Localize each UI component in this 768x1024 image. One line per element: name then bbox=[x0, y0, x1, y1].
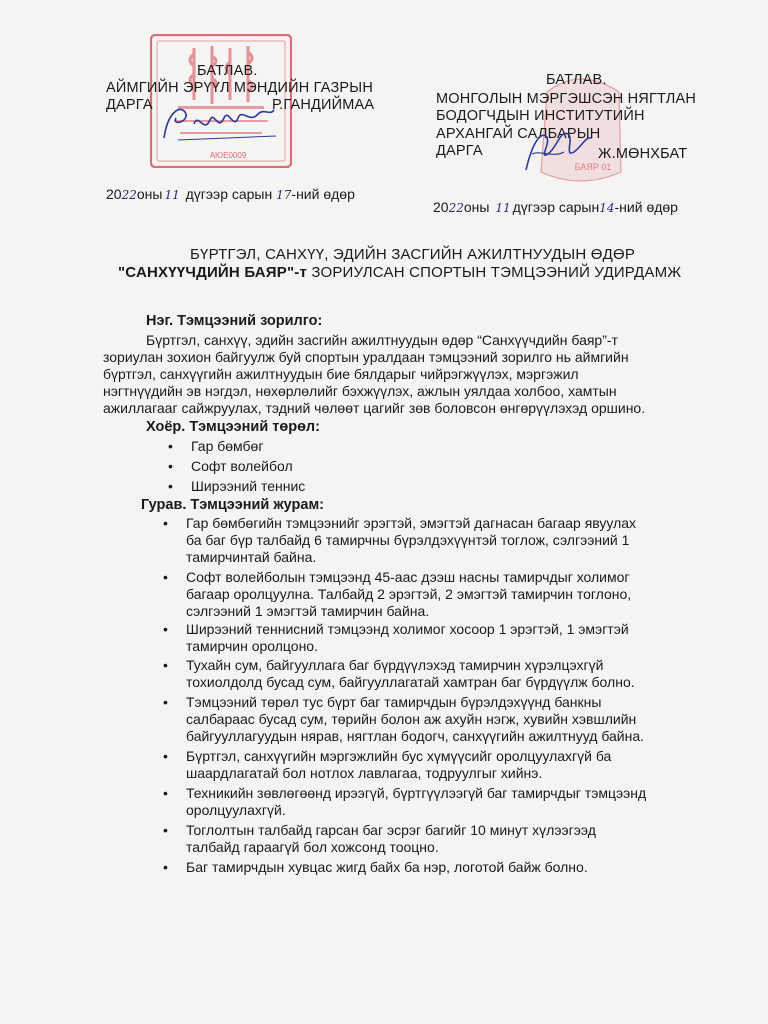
bullet-icon: • bbox=[163, 822, 168, 838]
right-date-prefix: 20 bbox=[433, 199, 449, 215]
left-signature bbox=[158, 100, 280, 144]
bullet-icon: • bbox=[163, 694, 168, 710]
list-item-line: байгууллагуудын нярав, нягтлан бодогч, санхүүгийн ажилтнууд байна. bbox=[186, 728, 645, 744]
bullet-icon: • bbox=[163, 515, 168, 531]
section1-heading: Нэг. Тэмцээний зорилго: bbox=[146, 313, 323, 329]
list-item-text: Ширээний теннис bbox=[191, 478, 306, 494]
right-date-suffix: -ний өдөр bbox=[614, 199, 678, 215]
right-date-month: 11 bbox=[495, 201, 511, 215]
left-date-year: 22 bbox=[121, 188, 137, 202]
right-date-line bbox=[433, 199, 678, 215]
right-role: ДАРГА bbox=[436, 143, 483, 159]
left-org-line: АЙМГИЙН ЭРҮҮЛ МЭНДИЙН ГАЗРЫН bbox=[106, 80, 373, 96]
right-org-line3: АРХАНГАЙ САЛБАРЫН bbox=[436, 126, 601, 142]
list-item-line: тамирчинтай байна. bbox=[186, 549, 317, 565]
list-item-line: сэлгээний 1 эмэгтэй тамирчин байна. bbox=[186, 603, 430, 619]
left-date-month: 11 bbox=[164, 188, 180, 202]
right-date-year: 22 bbox=[448, 201, 464, 215]
list-item-line: шаардлагатай бол нотлох лавлагаа, тодруулгыг хийнэ. bbox=[186, 765, 543, 781]
section3-heading: Гурав. Тэмцээний журам: bbox=[141, 497, 325, 513]
right-org-line1: МОНГОЛЫН МЭРГЭШСЭН НЯГТЛАН bbox=[436, 91, 696, 107]
list-item-line: Тухайн сум, байгууллага баг бүрдүүлэхэд тамирчин хүрэлцэхгүй bbox=[186, 657, 604, 673]
list-item-line: тамирчин оролцоно. bbox=[186, 638, 318, 654]
list-item-line: талбайд гараагүй бол хожсонд тооцно. bbox=[186, 839, 439, 855]
document-title-line1: БҮРТГЭЛ, САНХҮҮ, ЭДИЙН ЗАСГИЙН АЖИЛТНУУДЫН ӨДӨР bbox=[190, 246, 636, 263]
section2-heading: Хоёр. Тэмцээний төрөл: bbox=[146, 419, 320, 435]
bullet-icon: • bbox=[163, 657, 168, 673]
section1-line: Бүртгэл, санхүү, эдийн засгийн ажилтнуудын өдөр “Санхүүчдийн баяр”-т bbox=[146, 332, 618, 348]
list-item-line: салбараас бусад сум, төрийн болон аж ахуйн нэгж, хувийн хэвшлийн bbox=[186, 711, 637, 727]
left-date-suffix: -ний өдөр bbox=[291, 186, 355, 202]
right-signature bbox=[518, 124, 598, 176]
bullet-icon: • bbox=[163, 785, 168, 801]
document-title-emphasis: "САНХҮҮЧДИЙН БАЯР"-т bbox=[118, 264, 307, 281]
section1-line: бүртгэл, санхүүгийн ажилтнуудын бие бялдарыг чийрэгжүүлэх, мэргэжил bbox=[103, 366, 579, 382]
list-item-line: Баг тамирчдын хувцас жигд байх ба нэр, логотой байж болно. bbox=[186, 859, 588, 875]
bullet-icon: • bbox=[163, 621, 168, 637]
right-date-mid2: дүгээр сарын bbox=[512, 199, 600, 215]
right-date-mid1: оны bbox=[463, 199, 490, 215]
list-item-line: Тэмцээний төрөл тус бүрт баг тамирчдын бүрэлдэхүүнд банкны bbox=[186, 694, 602, 710]
bullet-icon: • bbox=[168, 458, 173, 474]
list-item-line: ба баг бүр талбайд 6 тамирчны бүрэлдэхүүнтэй тоглож, сэлгээний 1 bbox=[186, 532, 630, 548]
list-item-line: тохиолдолд бусад сум, байгууллагатай хамтран баг бүрдүүлж болно. bbox=[186, 674, 635, 690]
left-stamp-text: АЮЕ0009 bbox=[209, 151, 247, 160]
list-item-line: оролцуулахгүй. bbox=[186, 802, 286, 818]
right-org-line2: БОДОГЧДЫН ИНСТИТУТИЙН bbox=[436, 108, 645, 124]
left-date-mid1: оны bbox=[136, 186, 163, 202]
bullet-icon: • bbox=[168, 438, 173, 454]
document-title-line2 bbox=[118, 264, 681, 281]
list-item-line: Бүртгэл, санхүүгийн мэргэжлийн бус хүмүүсийг оролцуулахгүй ба bbox=[186, 748, 612, 764]
left-date-line bbox=[106, 186, 355, 202]
left-date-prefix: 20 bbox=[106, 186, 122, 202]
bullet-icon: • bbox=[163, 748, 168, 764]
left-date-mid2: дүгээр сарын bbox=[185, 186, 273, 202]
bullet-icon: • bbox=[163, 569, 168, 585]
right-stamp-text: БАЯР 01 bbox=[574, 162, 612, 172]
right-approve-label: БАТЛАВ. bbox=[546, 72, 607, 88]
left-signatory-name: Р.ГАНДИЙМАА bbox=[272, 97, 375, 113]
list-item-line: Тоглолтын талбайд гарсан баг эсрэг багийг 10 минут хүлээгээд bbox=[186, 822, 596, 838]
left-role: ДАРГА bbox=[106, 97, 153, 113]
section1-line: ажиллагааг сайжруулах, тэдний чөлөөт цагийг зөв боловсон өнгөрүүлэхэд оршино. bbox=[103, 400, 646, 416]
right-date-day: 14 bbox=[599, 201, 615, 215]
right-signatory-name: Ж.МӨНХБАТ bbox=[598, 146, 688, 162]
document-title-rest: ЗОРИУЛСАН СПОРТЫН ТЭМЦЭЭНИЙ УДИРДАМЖ bbox=[311, 264, 682, 281]
list-item-line: багаар оролцуулна. Талбайд 2 эрэгтэй, 2 эмэгтэй тамирчин тоглоно, bbox=[186, 586, 632, 602]
list-item-line: Ширээний теннисний тэмцээнд холимог хосоор 1 эрэгтэй, 1 эмэгтэй bbox=[186, 621, 629, 637]
list-item-line: Софт волейболын тэмцээнд 45-аас дээш насны тамирчдыг холимог bbox=[186, 569, 630, 585]
list-item-text: Софт волейбол bbox=[191, 458, 293, 474]
section1-line: нэгтнүүдийн эв нэгдэл, нөхөрлөлийг бэхжүүлэх, ажлын уялдаа холбоо, хамтын bbox=[103, 383, 617, 399]
list-item-text: Гар бөмбөг bbox=[191, 438, 264, 454]
left-approve-label: БАТЛАВ. bbox=[197, 63, 258, 79]
bullet-icon: • bbox=[168, 478, 173, 494]
bullet-icon: • bbox=[163, 859, 168, 875]
list-item-line: Гар бөмбөгийн тэмцээнийг эрэгтэй, эмэгтэй дагнасан багаар явуулах bbox=[186, 515, 637, 531]
left-date-day: 17 bbox=[276, 188, 292, 202]
section1-line: зориулан зохион байгуулж буй спортын уралдаан тэмцээний зорилго нь аймгийн bbox=[103, 349, 629, 365]
list-item-line: Техникийн зөвлөгөөнд ирээгүй, бүртгүүлээгүй баг тамирчдыг тэмцээнд bbox=[186, 785, 647, 801]
